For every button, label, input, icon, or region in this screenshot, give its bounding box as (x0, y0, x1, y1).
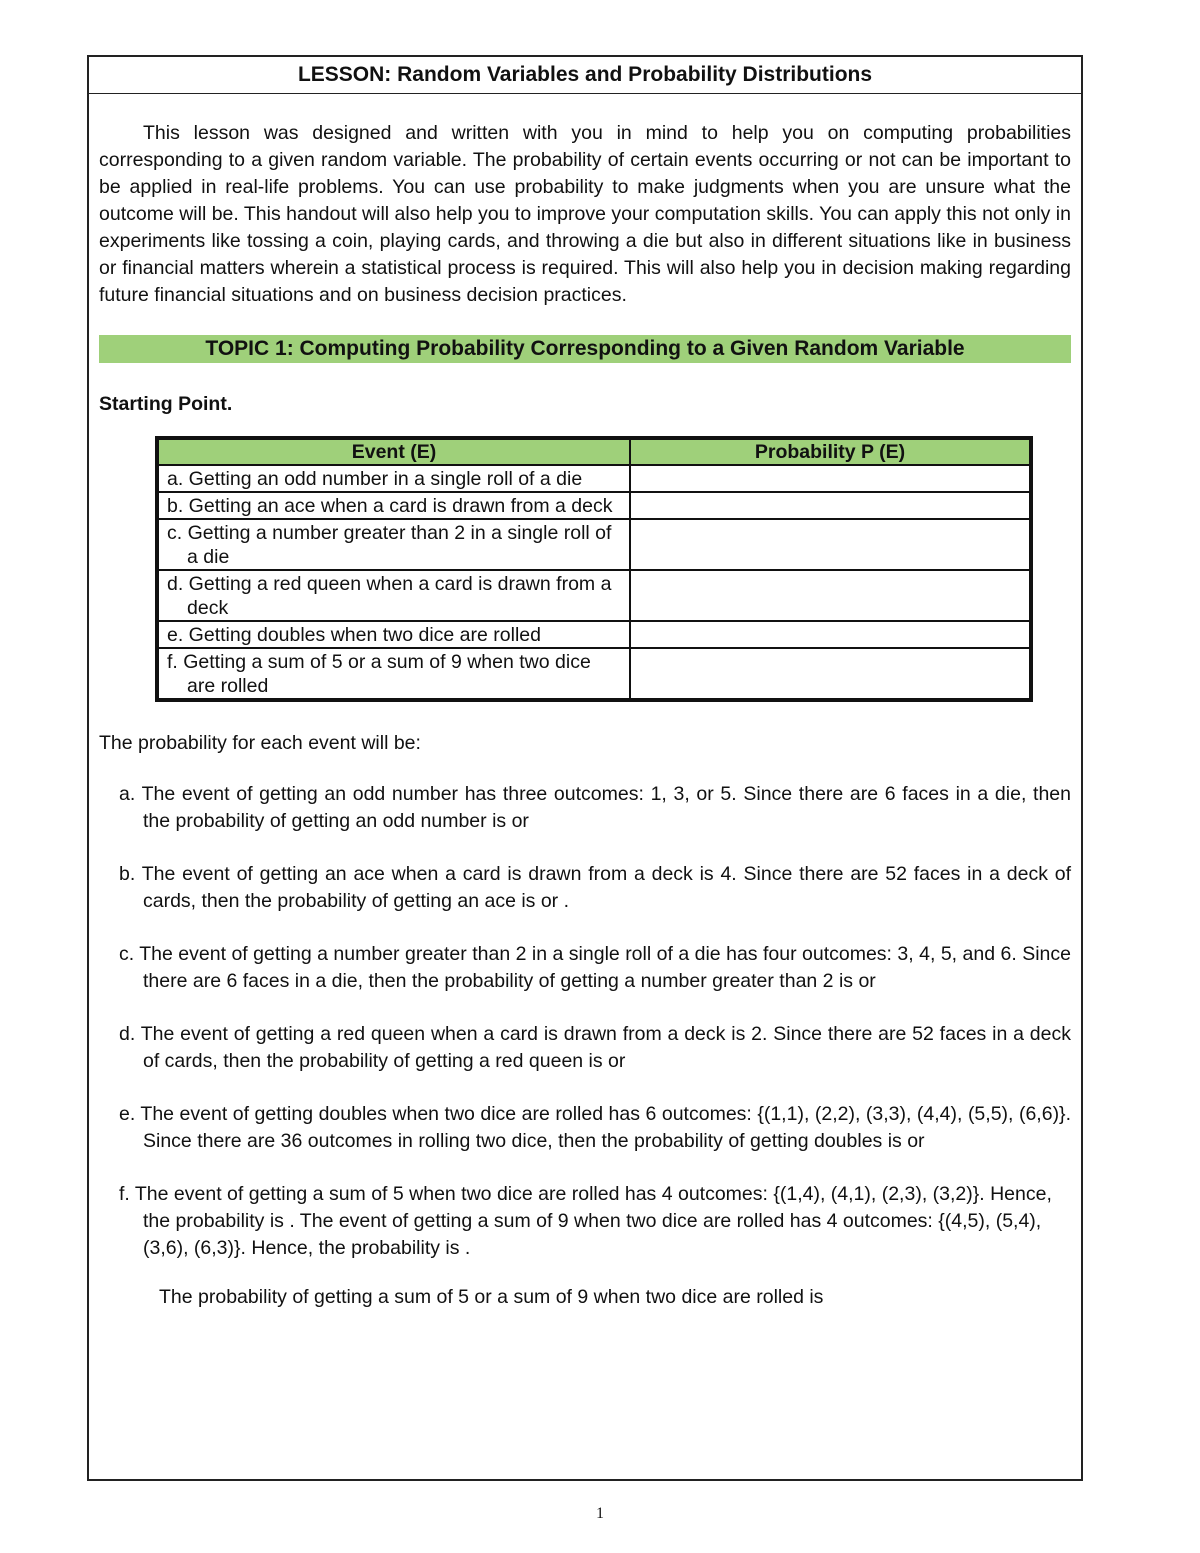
event-text: f. Getting a sum of 5 or a sum of 9 when two dice are rolled (167, 651, 591, 697)
solution-item-f: f. The event of getting a sum of 5 when two dice are rolled has 4 outcomes: {(1,4), (4,1), (2,3), (3,2)}. Hence, the probability is . The event of getting a sum of 9 when two dice are rolled has 4 outcomes: {(4,5), (5,4), (3,6), (6,3)}. Hence, the probability is . (119, 1183, 1052, 1259)
intro-paragraph: This lesson was designed and written with you in mind to help you on computing probabilities corresponding to a given random variable. The probability of certain events occurring or not can be important to be applied in real-life problems. You can use probability to make judgments when you are unsure what the outcome will be. This handout will also help you to improve your computation skills. You can apply this not only in experiments like tossing a coin, playing cards, and throwing a die but also in different situations like in business or financial matters wherein a statistical process is required. This will also help you in decision making regarding future financial situations and on business decision practices. (99, 122, 1071, 306)
solution-item-a: a. The event of getting an odd number has three outcomes: 1, 3, or 5. Since there are 6 faces in a die, then the probability of getting an odd number is or (119, 783, 1071, 832)
table-row (157, 648, 1031, 700)
event-cell (157, 492, 630, 519)
probability-cell (630, 519, 1031, 570)
probability-column-header: Probability P (E) (630, 438, 1031, 465)
event-cell (157, 648, 630, 700)
lesson-content (89, 120, 1081, 1309)
starting-point-heading: Starting Point. (99, 393, 233, 415)
table-header-row (157, 438, 1031, 465)
event-cell (157, 621, 630, 648)
solution-item-b: b. The event of getting an ace when a card is drawn from a deck is 4. Since there are 52 faces in a deck of cards, then the probability of getting an ace is or . (119, 863, 1071, 912)
solution-item-e: e. The event of getting doubles when two dice are rolled has 6 outcomes: {(1,1), (2,2), (3,3), (4,4), (5,5), (6,6)}. Since there are 36 outcomes in rolling two dice, then the probability of getting doubles is or (119, 1103, 1071, 1152)
probability-cell (630, 570, 1031, 621)
table-row (157, 570, 1031, 621)
final-statement: The probability of getting a sum of 5 or a sum of 9 when two dice are rolled is (159, 1286, 824, 1308)
event-text: e. Getting doubles when two dice are rolled (167, 624, 541, 646)
event-cell (157, 465, 630, 492)
solution-item-c: c. The event of getting a number greater than 2 in a single roll of a die has four outcomes: 3, 4, 5, and 6. Since there are 6 faces in a die, then the probability of getting a number greater than 2 is or (119, 943, 1071, 992)
table-row (157, 492, 1031, 519)
probability-cell (630, 621, 1031, 648)
solution-item-d: d. The event of getting a red queen when a card is drawn from a deck is 2. Since there are 52 faces in a deck of cards, then the probability of getting a red queen is or (119, 1023, 1071, 1072)
table-row (157, 519, 1031, 570)
event-text: a. Getting an odd number in a single roll of a die (167, 468, 583, 490)
event-probability-table (155, 436, 1033, 702)
topic-title: TOPIC 1: Computing Probability Corresponding to a Given Random Variable (99, 335, 1071, 363)
table-row (157, 465, 1031, 492)
table-row (157, 621, 1031, 648)
lesson-frame (87, 55, 1083, 1481)
solution-list (99, 781, 1071, 1262)
probability-cell (630, 648, 1031, 700)
lesson-title: LESSON: Random Variables and Probability Distributions (89, 57, 1081, 94)
event-text: b. Getting an ace when a card is drawn from a deck (167, 495, 613, 517)
event-cell (157, 570, 630, 621)
probability-cell (630, 465, 1031, 492)
event-text: d. Getting a red queen when a card is drawn from a deck (167, 573, 612, 619)
event-cell (157, 519, 630, 570)
page-number: 1 (596, 1505, 604, 1522)
event-column-header: Event (E) (157, 438, 630, 465)
probability-lead-text: The probability for each event will be: (99, 732, 421, 754)
probability-cell (630, 492, 1031, 519)
event-text: c. Getting a number greater than 2 in a single roll of a die (167, 522, 612, 568)
